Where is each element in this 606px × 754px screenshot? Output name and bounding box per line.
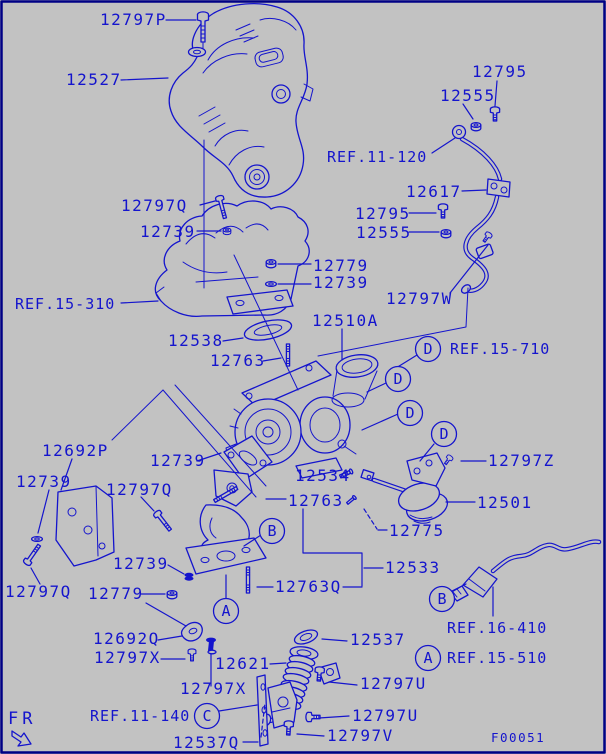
label-12537: 12537 xyxy=(350,630,406,649)
pin-icon xyxy=(346,495,357,505)
wastegate-actuator-drawing xyxy=(361,453,451,526)
stud-icon xyxy=(246,567,249,593)
bolt-icon xyxy=(443,454,454,466)
callout-a-circle xyxy=(416,646,441,671)
bolt-icon xyxy=(23,543,43,567)
label-12621: 12621 xyxy=(215,654,271,673)
label-12538: 12538 xyxy=(168,331,224,350)
nut-icon xyxy=(266,260,276,268)
washer-icon xyxy=(32,537,43,542)
callout-c-circle xyxy=(195,704,220,729)
nut-icon xyxy=(471,123,481,131)
bolt-icon xyxy=(481,231,493,244)
bolt-icon xyxy=(438,204,447,218)
label-12739-d: 12739 xyxy=(150,451,206,470)
svg-text:A: A xyxy=(423,649,433,667)
nut-icon xyxy=(441,230,451,238)
label-12763-b: 12763 xyxy=(288,491,344,510)
heat-shield-drawing xyxy=(169,4,313,197)
callout-a-circle xyxy=(214,599,239,624)
label-12797X-b: 12797X xyxy=(180,679,247,698)
label-12763-a: 12763 xyxy=(210,351,266,370)
label-12775: 12775 xyxy=(389,521,445,540)
label-code: F00051 xyxy=(491,730,546,745)
turbo-gasket-drawing xyxy=(243,316,294,344)
label-12739-a: 12739 xyxy=(140,222,196,241)
nut-icon xyxy=(223,228,231,235)
bolt-icon xyxy=(306,712,320,721)
front-pipe-flange-drawing xyxy=(257,675,297,746)
label-12739-c: 12739 xyxy=(16,472,72,491)
svg-text:D: D xyxy=(423,340,433,358)
label-12692P: 12692P xyxy=(42,441,109,460)
label-12797P: 12797P xyxy=(100,10,167,29)
label-12795-b: 12795 xyxy=(355,204,411,223)
label-12797V: 12797V xyxy=(327,726,394,745)
label-12797Q-c: 12797Q xyxy=(5,582,72,601)
label-12797Q-a: 12797Q xyxy=(121,196,188,215)
bolt-icon xyxy=(153,509,174,532)
label-12537Q: 12537Q xyxy=(173,733,240,752)
label-ref-15-510: REF.15-510 xyxy=(447,649,548,667)
bolt-icon xyxy=(284,721,294,736)
label-fr: FR xyxy=(8,709,37,729)
label-12739-b: 12739 xyxy=(313,273,369,292)
svg-text:C: C xyxy=(202,707,212,725)
washer-icon xyxy=(266,282,277,287)
svg-text:B: B xyxy=(437,590,447,608)
heat-shield-bolt-icon xyxy=(198,12,209,48)
svg-text:B: B xyxy=(267,522,277,540)
label-12555-a: 12555 xyxy=(440,86,496,105)
callout-b-circle xyxy=(260,519,285,544)
callout-d-circle xyxy=(386,367,411,392)
label-12797W: 12797W xyxy=(386,289,453,308)
label-12555-b: 12555 xyxy=(356,223,412,242)
exhaust-gasket-12537-drawing xyxy=(293,627,320,646)
label-ref-11-140: REF.11-140 xyxy=(90,707,191,725)
label-12763Q: 12763Q xyxy=(275,577,342,596)
label-12692Q: 12692Q xyxy=(93,629,160,648)
label-12779-a: 12779 xyxy=(313,256,369,275)
label-ref-15-310: REF.15-310 xyxy=(15,295,116,313)
label-12797Z: 12797Z xyxy=(488,451,555,470)
label-12797Q-b: 12797Q xyxy=(106,480,173,499)
svg-text:D: D xyxy=(439,425,449,443)
fr-direction-arrow-icon xyxy=(12,731,31,746)
callout-b-circle xyxy=(430,587,455,612)
label-12617: 12617 xyxy=(406,182,462,201)
label-12533: 12533 xyxy=(385,558,441,577)
outlet-fitting-drawing xyxy=(186,470,266,574)
label-12739-e: 12739 xyxy=(113,554,169,573)
label-ref-16-410: REF.16-410 xyxy=(447,619,548,637)
label-12501: 12501 xyxy=(477,493,533,512)
svg-text:D: D xyxy=(393,370,403,388)
bolt-icon xyxy=(490,107,499,121)
label-12797U-b: 12797U xyxy=(352,706,419,725)
label-12527: 12527 xyxy=(66,70,122,89)
oxygen-sensor-drawing xyxy=(450,542,599,601)
nut-icon xyxy=(185,573,194,581)
svg-text:D: D xyxy=(405,404,415,422)
callout-d-circle xyxy=(432,422,457,447)
label-12534: 12534 xyxy=(295,466,351,485)
svg-text:A: A xyxy=(221,602,231,620)
label-ref-15-710: REF.15-710 xyxy=(450,340,551,358)
nut-icon xyxy=(167,591,177,599)
exhaust-manifold-drawing xyxy=(155,201,309,316)
label-12797U-a: 12797U xyxy=(360,674,427,693)
label-12510A: 12510A xyxy=(312,311,379,330)
bolt-icon xyxy=(188,649,196,661)
stud-icon xyxy=(286,344,289,366)
label-12779-b: 12779 xyxy=(88,584,144,603)
bolt-icon xyxy=(206,638,216,654)
label-12797X-a: 12797X xyxy=(94,648,161,667)
water-pipe-drawing xyxy=(453,126,511,295)
label-12795-a: 12795 xyxy=(472,62,528,81)
label-ref-11-120: REF.11-120 xyxy=(327,148,428,166)
callout-d-circle xyxy=(398,401,423,426)
callout-d-circle xyxy=(416,337,441,362)
